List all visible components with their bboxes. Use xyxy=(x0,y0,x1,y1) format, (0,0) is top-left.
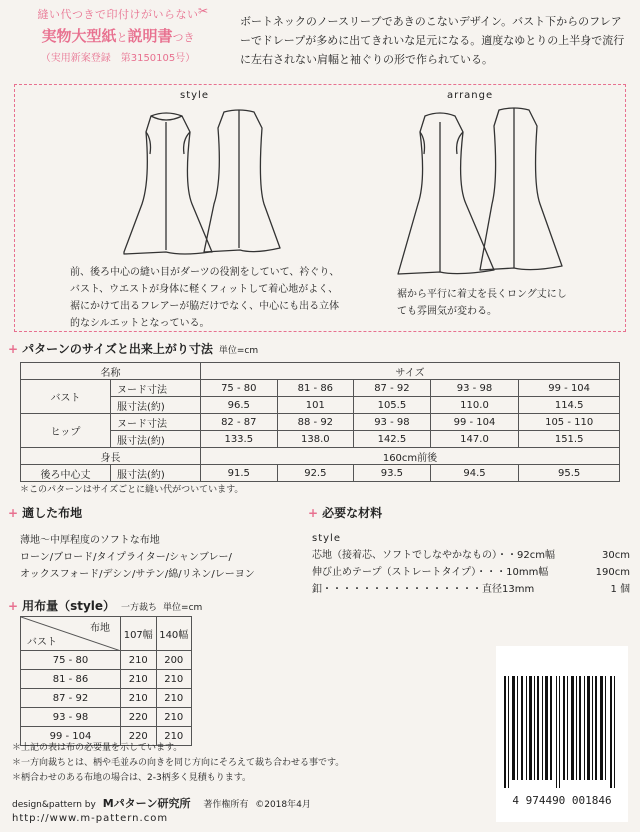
list-item: オックスフォード/デシン/サテン/綿/リネン/レーヨン xyxy=(20,569,255,580)
list-item: ＊上記の表は布の必要量を示しています。 xyxy=(12,743,183,753)
table-row xyxy=(21,363,620,380)
table-row: 87 - 92 210 210 xyxy=(21,689,192,708)
materials-list xyxy=(312,530,630,598)
col-140: 140幅 xyxy=(156,617,192,651)
yardage-corner-cell: 布地 バスト xyxy=(21,617,121,651)
size-note: ＊このパターンはサイズごとに縫い代がついています。 xyxy=(20,485,244,495)
table-row: 75 - 80 210 200 xyxy=(21,651,192,670)
barcode-box xyxy=(496,646,628,822)
arrange-description: 裾から平行に着丈を長くロング丈にしても雰囲気が変わる。 xyxy=(397,289,567,317)
list-item: 伸び止めテープ（ストレートタイプ）・・・10mm幅 190cm xyxy=(312,567,630,578)
arrange-back-dress xyxy=(480,108,562,270)
intro-text: ボートネックのノースリーブであきのこないデザイン。バスト下からのフレアーでドレープが多めに出てきれいな足元になる。適度なゆとりの上半身で流行に左右されない肩幅と袖ぐりの形で作られている。 xyxy=(240,15,625,66)
credits: design&pattern by Mパターン研究所 著作権所有 ©2018年4月 xyxy=(12,797,311,810)
size-section-title: + パターンのサイズと出来上がり寸法 単位=cm xyxy=(8,342,259,356)
style-label: style xyxy=(180,90,209,101)
materials-subtitle: style xyxy=(312,533,341,544)
list-item: ＊柄合わせのある布地の場合は、2-3柄多く見積もります。 xyxy=(12,773,251,783)
table-row: 93 - 98 220 210 xyxy=(21,708,192,727)
materials-section-title: + 必要な材料 xyxy=(308,506,383,520)
col-107: 107幅 xyxy=(121,617,157,651)
table-row: 81 - 86 210 210 xyxy=(21,670,192,689)
yardage-table xyxy=(20,616,192,746)
product-badge xyxy=(18,6,218,64)
company-name: Mパターン研究所 xyxy=(102,797,191,810)
table-row: バスト ヌード寸法 75 - 80 81 - 86 87 - 92 93 - 98 99 - 104 xyxy=(21,380,620,397)
list-item: 薄地～中厚程度のソフトな布地 xyxy=(20,535,160,546)
list-item: 芯地（接着芯、ソフトでしなやかなもの）・・92cm幅 30cm xyxy=(312,550,630,561)
size-table xyxy=(20,362,620,482)
scissors-icon: ✂ xyxy=(198,4,209,18)
table-row xyxy=(21,617,192,651)
arrange-front-dress xyxy=(398,113,494,274)
website-url: http://www.m-pattern.com xyxy=(12,813,169,824)
badge-line3: （実用新案登録 第3150105号） xyxy=(40,53,196,64)
fabric-list xyxy=(20,532,300,583)
height-label: 身長 xyxy=(21,448,201,465)
style-back-dress xyxy=(204,110,280,252)
list-item: ローン/ブロード/タイプライター/シャンブレー/ xyxy=(20,552,232,563)
hip-label: ヒップ xyxy=(21,414,111,448)
header-size: サイズ xyxy=(201,363,620,380)
back-length-label: 後ろ中心丈 xyxy=(21,465,111,482)
list-item: 釦・・・・・・・・・・・・・・・・直径13mm 1 個 xyxy=(312,584,630,595)
list-item: ＊一方向裁ちとは、柄や毛並みの向きを同じ方向にそろえて裁ち合わせる事です。 xyxy=(12,758,345,768)
table-row: 服寸法(約) 133.5 138.0 142.5 147.0 151.5 xyxy=(21,431,620,448)
header-name: 名称 xyxy=(21,363,201,380)
yardage-section-title: + 用布量（style） 一方裁ち 単位=cm xyxy=(8,599,203,613)
bust-label: バスト xyxy=(21,380,111,414)
table-row xyxy=(21,448,620,465)
badge-line2: 実物大型紙と説明書つき xyxy=(41,27,195,45)
table-row: 後ろ中心丈 服寸法(約) 91.5 92.5 93.5 94.5 95.5 xyxy=(21,465,620,482)
table-row: 服寸法(約) 96.5 101 105.5 110.0 114.5 xyxy=(21,397,620,414)
table-row: 99 - 104 220 210 xyxy=(21,727,192,746)
yardage-notes xyxy=(12,741,344,786)
style-description: 前、後ろ中心の縫い目がダーツの役割をしていて、衿ぐり、バスト、ウエストが身体に軽くフィットして着心地がよく、裾にかけて出るフレアーが脇だけでなく、中心にも出る立体的なシルエットとなっている。 xyxy=(70,267,340,329)
height-value: 160cm前後 xyxy=(201,448,620,465)
fabric-section-title: + 適した布地 xyxy=(8,506,83,520)
barcode-number: 4 974490 001846 xyxy=(512,794,612,807)
style-front-dress xyxy=(124,113,212,254)
arrange-label: arrange xyxy=(447,90,494,101)
badge-line1: 縫い代つきで印付けがいらない xyxy=(37,8,199,21)
table-row: ヒップ ヌード寸法 82 - 87 88 - 92 93 - 98 99 - 104 105 - 110 xyxy=(21,414,620,431)
